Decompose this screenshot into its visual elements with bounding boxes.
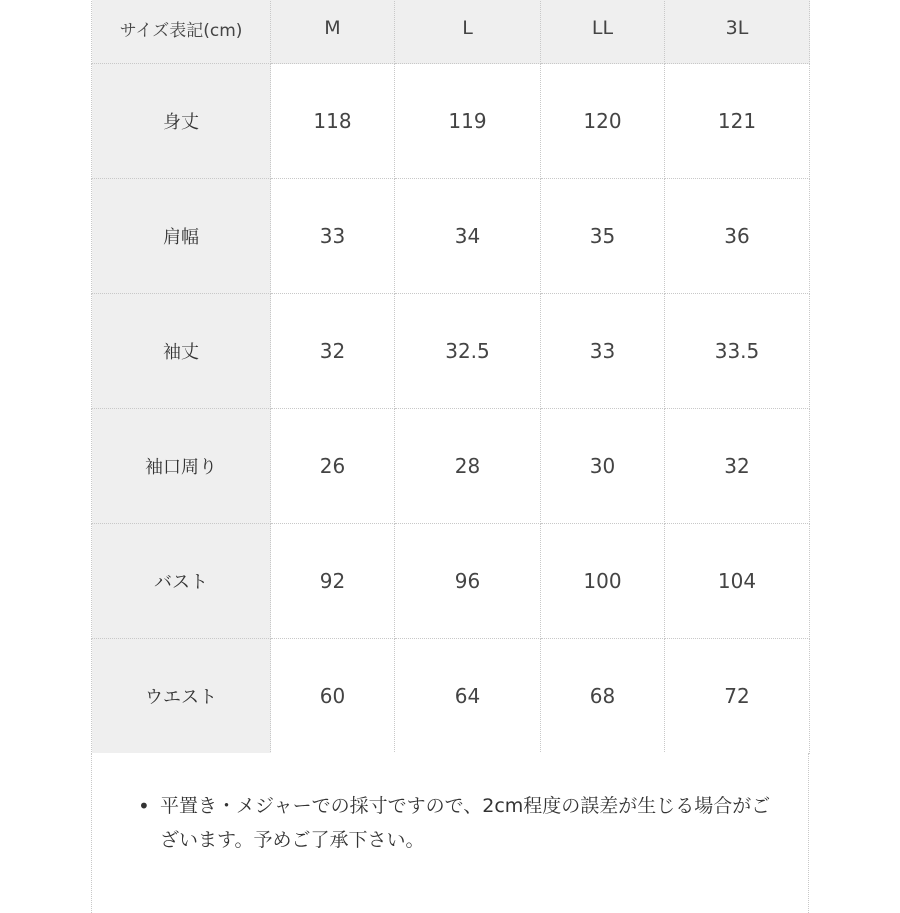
- row-label-sleeve-length: 袖丈: [92, 294, 271, 409]
- table-cell: 32: [271, 294, 395, 409]
- table-cell: 30: [541, 409, 665, 524]
- row-label-cuff: 袖口周り: [92, 409, 271, 524]
- table-cell: 34: [395, 179, 541, 294]
- row-label-bust: バスト: [92, 524, 271, 639]
- table-cell: 96: [395, 524, 541, 639]
- table-cell: 104: [665, 524, 810, 639]
- row-label-waist: ウエスト: [92, 639, 271, 754]
- table-cell: 92: [271, 524, 395, 639]
- table-cell: 35: [541, 179, 665, 294]
- table-cell: 118: [271, 64, 395, 179]
- table-cell: 100: [541, 524, 665, 639]
- table-cell: 68: [541, 639, 665, 754]
- size-chart-table: [91, 0, 810, 754]
- table-cell: 64: [395, 639, 541, 754]
- table-cell: 120: [541, 64, 665, 179]
- table-cell: 28: [395, 409, 541, 524]
- table-row: [92, 179, 810, 294]
- note-text: 平置き・メジャーでの採寸ですので、2cm程度の誤差が生じる場合がございます。予めご了承下さい。: [160, 795, 771, 851]
- table-row: [92, 294, 810, 409]
- table-row: [92, 409, 810, 524]
- note-list: [138, 789, 778, 857]
- note-box: [91, 753, 809, 913]
- size-header-ll: LL: [541, 0, 665, 64]
- size-header-l: L: [395, 0, 541, 64]
- bullet-icon: •: [138, 794, 150, 818]
- table-row: [92, 524, 810, 639]
- table-cell: 32.5: [395, 294, 541, 409]
- size-label-header: サイズ表記(cm): [92, 0, 271, 64]
- size-header-m: M: [271, 0, 395, 64]
- table-row: [92, 64, 810, 179]
- table-cell: 33: [271, 179, 395, 294]
- table-cell: 36: [665, 179, 810, 294]
- row-label-length: 身丈: [92, 64, 271, 179]
- table-cell: 119: [395, 64, 541, 179]
- table-cell: 121: [665, 64, 810, 179]
- table-cell: 32: [665, 409, 810, 524]
- table-header-row: [92, 0, 810, 64]
- note-item: [138, 789, 778, 857]
- table-cell: 33: [541, 294, 665, 409]
- table-row: [92, 639, 810, 754]
- row-label-shoulder: 肩幅: [92, 179, 271, 294]
- table-cell: 60: [271, 639, 395, 754]
- table-cell: 33.5: [665, 294, 810, 409]
- table-cell: 26: [271, 409, 395, 524]
- table-cell: 72: [665, 639, 810, 754]
- size-header-3l: 3L: [665, 0, 810, 64]
